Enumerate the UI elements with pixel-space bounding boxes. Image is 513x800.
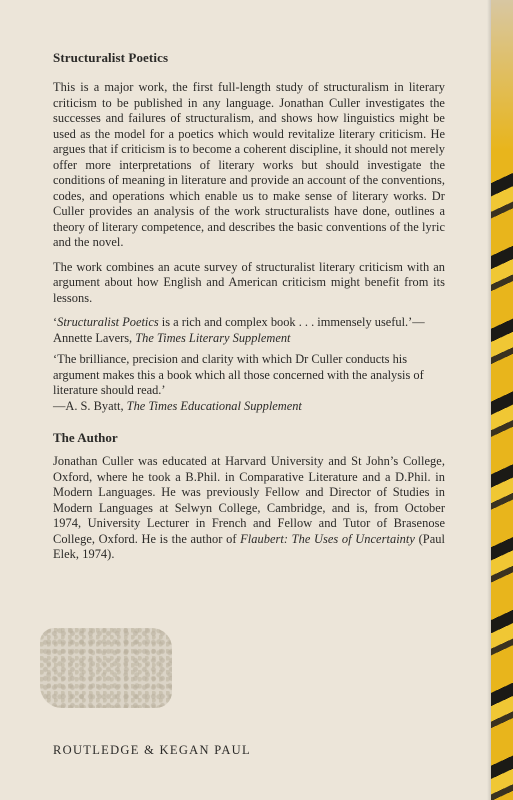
author-book-title: Flaubert: The Uses of Uncertainty	[240, 531, 415, 546]
quote-text: is a rich and complex book . . . immensely useful.’—Annette Lavers,	[53, 315, 425, 345]
review-quote-lavers: ‘Structuralist Poetics is a rich and complex book . . . immensely useful.’—Annette Lavers, The Times Literary Supplement	[53, 315, 425, 345]
summary-paragraph: The work combines an acute survey of structuralist literary criticism with an argument about how English and American criticism might benefit from its lessons.	[53, 259, 445, 305]
quote-book-title: Structuralist Poetics	[57, 315, 159, 329]
edge-shadow	[487, 0, 491, 800]
blurb-content	[53, 50, 445, 572]
author-bio-text: Jonathan Culler was educated at Harvard University and St John’s College, Oxford, where he took a B.Phil. in Comparative Literature and a D.Phil. in Modern Languages. He was previously Fellow and Director of Studies in Modern Languages at Selwyn College, Cambridge, and is, from October 1974, University Lecturer in French and Fellow and Tutor of Brasenose College, Oxford. He is the author of	[53, 454, 445, 546]
quote-text: ‘The brilliance, precision and clarity with which Dr Culler conducts his argument makes this a book which all those concerned with the analysis of literature should read.’	[53, 352, 424, 397]
spine-edge-top	[491, 0, 513, 150]
publisher-name: ROUTLEDGE & KEGAN PAUL	[53, 743, 251, 757]
worn-stamp-mark	[40, 628, 172, 708]
quote-source: The Times Literary Supplement	[135, 330, 291, 345]
quote-attribution: —A. S. Byatt,	[53, 398, 127, 413]
author-heading: The Author	[53, 430, 118, 445]
book-title-heading: Structuralist Poetics	[53, 50, 169, 65]
author-biography	[53, 454, 445, 563]
description-paragraph: This is a major work, the first full-length study of structuralism in literary criticism to be published in any language. Jonathan Culler investigates the successes and failures of structuralism, and shows how linguistics might be used as the model for a poetics which would revitalize literary criticism. He argues that if criticism is to become a coherent discipline, it should not merely offer more interpretations of literary works but should investigate the conditions of meaning in literature and provide an account of the conventions, codes, and operations which enable us to make sense of literary works. Dr Culler provides an analysis of the work structuralists have done, outlines a theory of literary competence, and describes the basic conventions of the lyric and the novel.	[53, 80, 445, 249]
author-bio-tail: (Paul Elek, 1974).	[53, 531, 445, 561]
review-quote-byatt	[53, 352, 445, 414]
quote-source: The Times Educational Supplement	[126, 398, 302, 413]
